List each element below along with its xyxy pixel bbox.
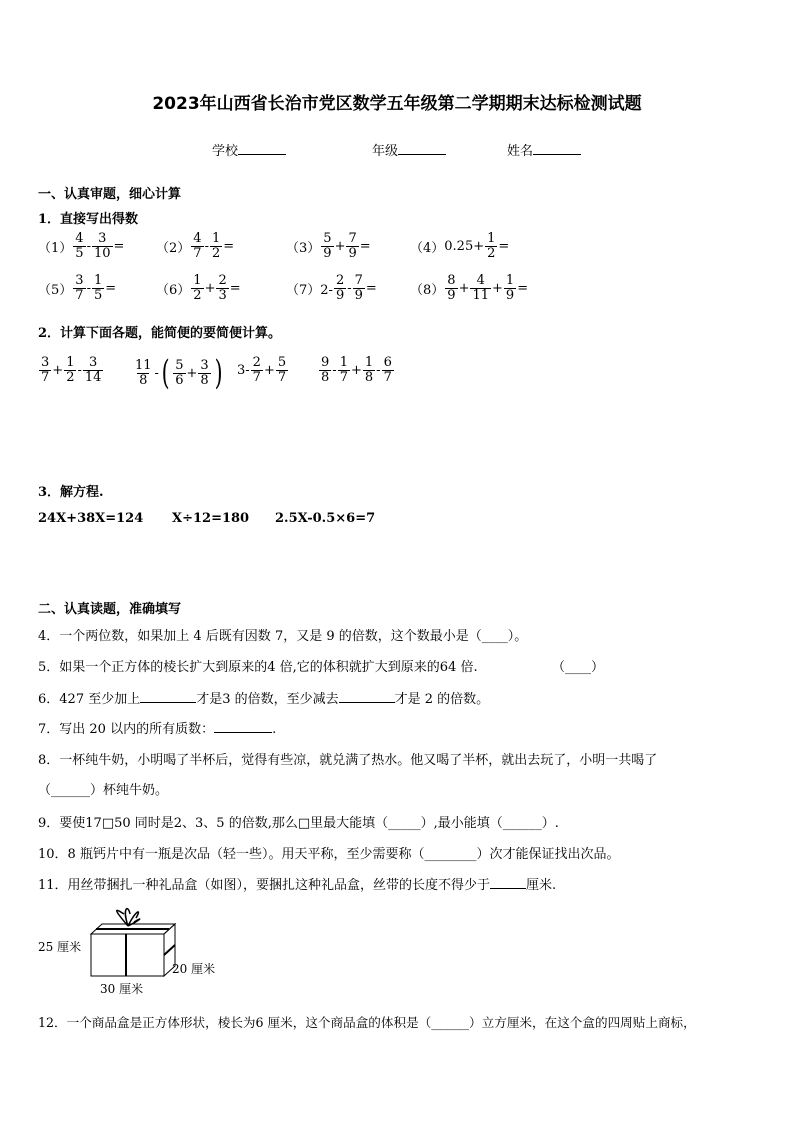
page-title: 2023年山西省长治市党区数学五年级第二学期期末达标检测试题: [152, 94, 642, 114]
fraction: [210, 232, 222, 261]
fraction: [276, 356, 288, 385]
equals: =: [223, 239, 235, 254]
fraction: [321, 232, 333, 261]
numerator: 8: [447, 273, 456, 288]
numerator: 1: [505, 273, 515, 288]
fraction: [346, 232, 358, 261]
denominator: 11: [472, 288, 490, 303]
q2-expr-2: [132, 353, 225, 393]
fraction: [353, 274, 365, 303]
numerator: 9: [321, 355, 330, 370]
numerator: 5: [323, 231, 332, 246]
numerator: 2: [252, 355, 261, 370]
fraction: [133, 359, 154, 388]
q1-grid: [38, 232, 558, 314]
section-2-heading: 二、认真读题，准确填写: [38, 602, 182, 617]
fraction: [470, 274, 491, 303]
operator: -: [86, 281, 91, 296]
denominator: 3: [218, 288, 227, 303]
fraction: [39, 356, 51, 385]
fraction: [92, 274, 104, 303]
ribbon-side: [164, 945, 175, 955]
fraction: [73, 232, 85, 261]
operator: -: [154, 365, 159, 381]
q7-blank[interactable]: [214, 720, 272, 733]
operator: +: [334, 239, 346, 254]
q11-text: [38, 874, 556, 893]
fraction: [198, 359, 210, 388]
denominator: 9: [335, 288, 345, 303]
fraction: [504, 274, 516, 303]
operator: -: [77, 363, 82, 378]
operator: -: [332, 363, 337, 378]
denominator: 8: [364, 370, 374, 385]
q6-blank-2[interactable]: [339, 690, 395, 703]
denominator: 8: [200, 372, 209, 388]
q6-part-c: 才是 2 的倍数。: [394, 692, 490, 707]
school-blank[interactable]: [238, 142, 286, 155]
denominator: 9: [323, 246, 332, 261]
equals: =: [517, 281, 529, 296]
operator: -: [86, 239, 91, 254]
equals: =: [113, 239, 125, 254]
numerator: 1: [339, 355, 348, 370]
q3-eq-1: 24X+38X=124: [38, 511, 144, 526]
fraction: [173, 359, 185, 388]
denominator: 5: [75, 246, 84, 261]
numerator: 4: [476, 273, 485, 288]
denominator: 7: [383, 370, 392, 385]
operator: -: [347, 281, 352, 296]
item-label: （7）2-: [286, 283, 333, 298]
numerator: 4: [75, 231, 84, 246]
equals: =: [229, 281, 241, 296]
fraction: [251, 356, 263, 385]
denominator: 2: [193, 288, 202, 303]
numerator: 1: [193, 273, 202, 288]
operator: +: [52, 363, 64, 378]
denominator: 2: [211, 246, 221, 261]
numerator: 2: [335, 273, 345, 288]
denominator: 5: [93, 288, 103, 303]
denominator: 9: [348, 246, 357, 261]
denominator: 14: [84, 370, 102, 385]
numerator: 1: [211, 231, 221, 246]
q7-part-b: .: [272, 722, 277, 737]
numerator: 1: [487, 231, 496, 246]
box-front: [91, 934, 164, 976]
equals: =: [359, 239, 371, 254]
denominator: 9: [354, 288, 363, 303]
q8-text-line-1: 8．一杯纯牛奶，小明喝了半杯后，觉得有些凉，就兑满了热水。他又喝了半杯，就出去玩了，小明一共喝了: [38, 753, 658, 768]
q1-item: [156, 274, 241, 303]
operator: -: [376, 363, 381, 378]
item-prefix: 0.25+: [444, 239, 485, 254]
q1-item: [286, 232, 371, 261]
denominator: 8: [321, 370, 330, 385]
item-label: （8）: [410, 283, 445, 298]
q3-eq-2: X÷12=180: [172, 511, 250, 526]
numerator: 5: [277, 355, 287, 370]
numerator: 3: [41, 355, 50, 370]
q1-item: [410, 232, 509, 261]
denominator: 7: [277, 370, 287, 385]
numerator: 3: [75, 273, 84, 288]
item-label: （3）: [286, 241, 321, 256]
grade-field: [372, 140, 446, 159]
item-label: （5）: [38, 283, 73, 298]
school-field: [212, 140, 286, 159]
q2-expr-4: [318, 356, 395, 385]
operator: -: [204, 239, 209, 254]
q3-eq-3: 2.5X-0.5×6=7: [275, 511, 376, 526]
left-paren: (: [161, 353, 170, 393]
q7-text: [38, 718, 276, 737]
item-label: （2）: [156, 241, 191, 256]
numerator: 3: [89, 355, 98, 370]
equals: =: [498, 239, 510, 254]
denominator: 7: [252, 370, 261, 385]
numerator: 1: [93, 273, 103, 288]
denominator: 8: [139, 372, 148, 388]
fraction: [485, 232, 497, 261]
item-label: （4）: [410, 241, 445, 256]
item-label: （6）: [156, 283, 191, 298]
numerator: 3: [200, 357, 209, 373]
denominator: 6: [175, 372, 184, 388]
q6-part-b: 才是3 的倍数，至少减去: [196, 692, 339, 707]
denominator: 7: [75, 288, 84, 303]
section-1-heading: 一、认真审题，细心计算: [38, 187, 182, 202]
q9-text: 9．要使17□50 同时是2、3、5 的倍数,那么□里最大能填（_____）,最小能填（______）.: [38, 816, 559, 831]
q1-item: [38, 274, 116, 303]
numerator: 4: [193, 231, 202, 246]
q1-text: 1．直接写出得数: [38, 212, 139, 227]
q6-part-a: 6．427 至少加上: [38, 692, 141, 707]
fraction: [191, 274, 203, 303]
fraction: [445, 274, 457, 303]
denominator: 7: [339, 370, 348, 385]
q12-text: 12．一个商品盒是正方体形状，棱长为6 厘米，这个商品盒的体积是（______）立方厘米，在这个盒的四周贴上商标，: [38, 1015, 696, 1030]
denominator: 7: [41, 370, 50, 385]
numerator: 2: [218, 273, 227, 288]
denominator: 7: [193, 246, 202, 261]
operator: +: [350, 363, 362, 378]
q1-item: [410, 274, 528, 303]
numerator: 3: [98, 231, 107, 246]
q11-part-b: 厘米.: [526, 878, 557, 893]
operator: +: [263, 363, 275, 378]
q6-blank-1[interactable]: [140, 690, 196, 703]
box-width-label: 20 厘米: [172, 962, 216, 976]
denominator: 9: [505, 288, 515, 303]
q1-item: [286, 274, 377, 303]
numerator: 1: [364, 355, 374, 370]
numerator: 5: [175, 357, 184, 373]
fraction: [334, 274, 346, 303]
fraction: [338, 356, 350, 385]
expr-prefix: 3-: [237, 363, 250, 378]
numerator: 7: [348, 231, 357, 246]
fraction: [382, 356, 394, 385]
q11-part-a: 11．用丝带捆扎一种礼品盒（如图），要捆扎这种礼品盒，丝带的长度不得少于: [38, 878, 491, 893]
item-label: （1）: [38, 241, 73, 256]
fraction: [64, 356, 76, 385]
q1-item: [38, 232, 124, 261]
q5-text: 5．如果一个正方体的棱长扩大到原来的4 倍,它的体积就扩大到原来的64 倍.: [38, 660, 478, 675]
numerator: 7: [354, 273, 363, 288]
q3-text: 3．解方程.: [38, 485, 104, 500]
operator: +: [492, 281, 503, 296]
grade-label: 年级: [372, 144, 399, 159]
fraction: [92, 232, 113, 261]
right-paren: ): [214, 353, 223, 393]
q7-part-a: 7．写出 20 以内的所有质数：: [38, 722, 215, 737]
fraction: [73, 274, 85, 303]
operator: +: [458, 281, 470, 296]
equals: =: [365, 281, 377, 296]
fraction: [83, 356, 104, 385]
q10-text: 10．8 瓶钙片中有一瓶是次品（轻一些）。用天平称，至少需要称（________）次才能保证找出次品。: [38, 847, 620, 862]
fraction: [363, 356, 375, 385]
box-height-label: 25 厘米: [38, 940, 82, 954]
grade-blank[interactable]: [398, 142, 446, 155]
q2-expr-3: [237, 356, 289, 385]
box-length-label: 30 厘米: [100, 982, 144, 996]
q6-text: [38, 688, 489, 707]
q2-text: 2．计算下面各题，能简便的要简便计算。: [38, 326, 282, 341]
denominator: 10: [93, 246, 111, 261]
q1-item: [156, 232, 234, 261]
name-field: [507, 140, 581, 159]
q4-text: 4．一个两位数，如果加上 4 后既有因数 7，又是 9 的倍数，这个数最小是（____）。: [38, 629, 528, 644]
school-label: 学校: [212, 144, 239, 159]
fraction: [191, 232, 203, 261]
numerator: 1: [66, 355, 75, 370]
operator: +: [186, 365, 198, 381]
q2-expr-1: [38, 356, 104, 385]
denominator: 9: [447, 288, 456, 303]
equals: =: [105, 281, 117, 296]
ribbon-bow: [117, 909, 140, 926]
q11-blank[interactable]: [490, 876, 526, 889]
name-blank[interactable]: [533, 142, 581, 155]
denominator: 2: [66, 370, 75, 385]
q5-answer-paren[interactable]: （____）: [552, 660, 605, 675]
q8-text-line-2: （______）杯纯牛奶。: [38, 783, 169, 798]
fraction: [319, 356, 331, 385]
name-label: 姓名: [507, 144, 534, 159]
denominator: 2: [487, 246, 496, 261]
numerator: 11: [135, 357, 152, 373]
fraction: [216, 274, 228, 303]
operator: +: [204, 281, 216, 296]
numerator: 6: [383, 355, 392, 370]
